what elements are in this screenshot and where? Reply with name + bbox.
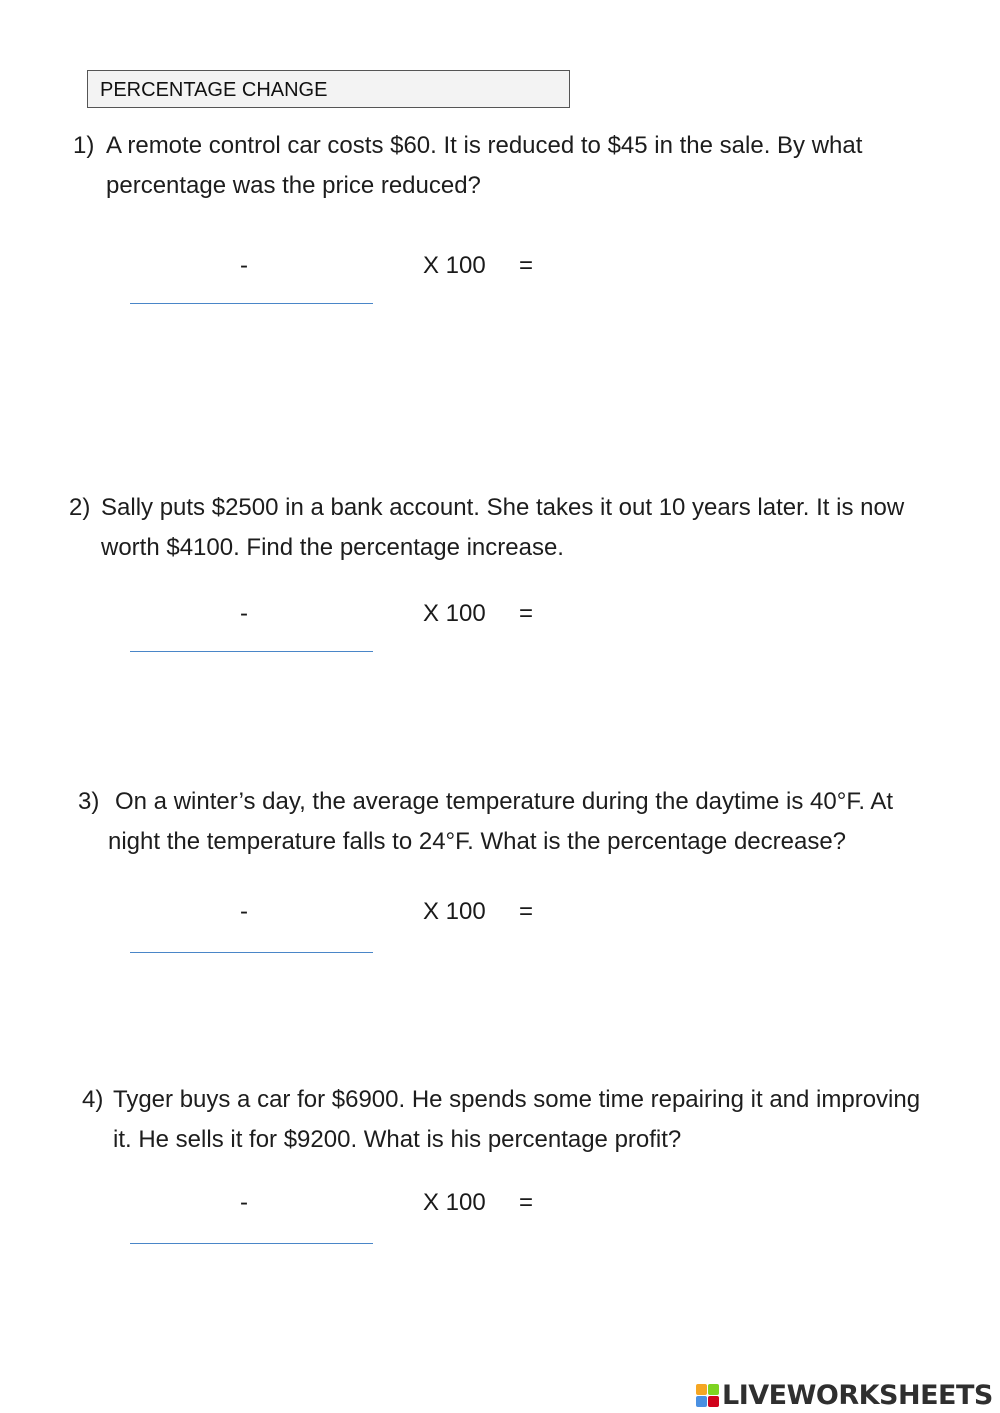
question-line: Tyger buys a car for $6900. He spends some time repairing it and improving (113, 1086, 921, 1113)
logo-text: LIVEWORKSHEETS (722, 1379, 993, 1411)
question-text (113, 1080, 920, 1160)
question-line: On a winter’s day, the average temperature during the daytime is 40°F. At (115, 788, 894, 815)
equals-sign: = (519, 1189, 534, 1216)
question-text (108, 782, 893, 862)
question-text (101, 488, 904, 568)
multiplier: X 100 (423, 252, 486, 279)
logo-square (696, 1396, 707, 1407)
equals-sign: = (519, 898, 534, 925)
minus-sign: - (240, 1189, 248, 1216)
logo-square (708, 1396, 719, 1407)
formula-3 (0, 898, 1000, 958)
liveworksheets-logo (696, 1378, 993, 1412)
question-line: it. He sells it for $9200. What is his percentage profit? (113, 1126, 682, 1153)
multiplier: X 100 (423, 898, 486, 925)
question-line: night the temperature falls to 24°F. What is the percentage decrease? (108, 828, 847, 855)
minus-sign: - (240, 600, 248, 627)
equals-sign: = (519, 600, 534, 627)
question-number: 4) (82, 1086, 104, 1113)
question-line: percentage was the price reduced? (106, 172, 481, 199)
question-2 (69, 488, 959, 572)
question-4 (82, 1080, 962, 1164)
multiplier: X 100 (423, 600, 486, 627)
question-number: 1) (73, 132, 95, 159)
question-line: A remote control car costs $60. It is reduced to $45 in the sale. By what (106, 132, 863, 159)
logo-square (708, 1384, 719, 1395)
fraction-bar (130, 1243, 373, 1244)
fraction-bar (130, 303, 373, 304)
question-line: Sally puts $2500 in a bank account. She takes it out 10 years later. It is now (101, 494, 905, 521)
question-1 (73, 126, 953, 210)
question-number: 3) (78, 788, 100, 815)
minus-sign: - (240, 252, 248, 279)
page-title: PERCENTAGE CHANGE (100, 79, 328, 101)
question-3 (78, 782, 958, 866)
logo-square (696, 1384, 707, 1395)
question-text (106, 126, 862, 206)
fraction-bar (130, 651, 373, 652)
equals-sign: = (519, 252, 534, 279)
fraction-bar (130, 952, 373, 953)
liveworksheets-logo-icon (696, 1384, 719, 1407)
minus-sign: - (240, 898, 248, 925)
formula-4 (0, 1189, 1000, 1249)
multiplier: X 100 (423, 1189, 486, 1216)
title-box (87, 70, 570, 108)
question-line: worth $4100. Find the percentage increase. (101, 534, 564, 561)
question-number: 2) (69, 494, 91, 521)
